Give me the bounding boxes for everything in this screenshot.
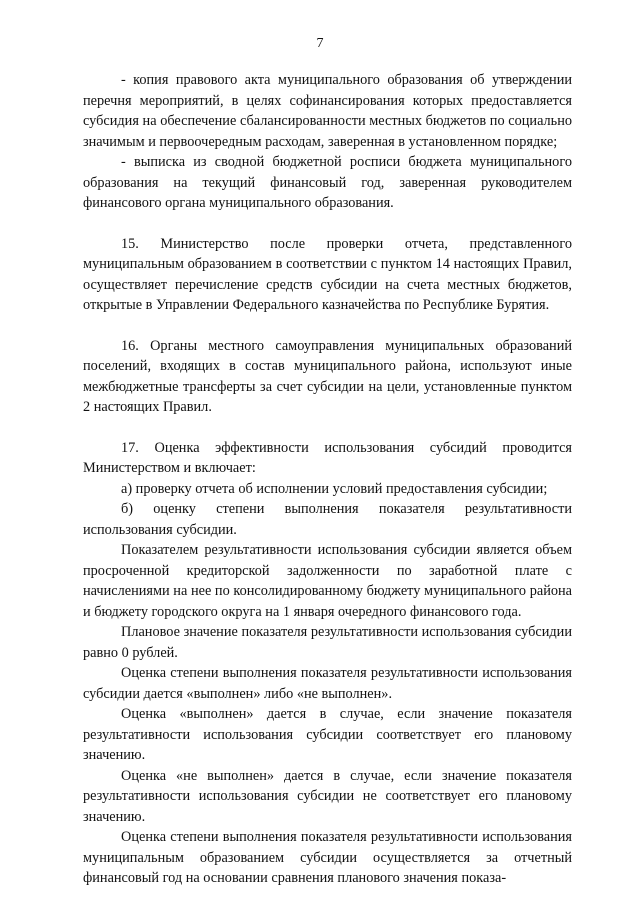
page-number: 7	[316, 36, 324, 51]
indicator-definition: Показателем результативности использования субсидии является объем просроченной кредиторской задолженности по заработной плате с начислениями на нее по консолидированному бюджету муниципального района и бюджету городского округа на 1 января очередного финансового года.	[83, 542, 572, 620]
assessment-options: Оценка степени выполнения показателя результативности использования субсидии дается «выполнен» либо «не выполнен».	[83, 665, 572, 702]
clause-15: 15. Министерство после проверки отчета, представленного муниципальным образованием в соответствии с пунктом 14 настоящих Правил, осуществляет перечисление средств субсидии на счета местных бюджетов, открытые в Управлении Федерального казначейства по Республике Бурятия.	[83, 235, 572, 313]
clause-17-a: а) проверку отчета об исполнении условий предоставления субсидии;	[121, 480, 548, 497]
clause-16: 16. Органы местного самоуправления муниципальных образований поселений, входящих в состав муниципального района, используют иные межбюджетные трансферты за счет субсидии на цели, установленные пунктом 2 настоящих Правил.	[83, 337, 572, 415]
assessment-not-fulfilled: Оценка «не выполнен» дается в случае, если значение показателя результативности использования субсидии не соответствует его плановому значению.	[83, 767, 572, 825]
indicator-plan-value: Плановое значение показателя результативности использования субсидии равно 0 рублей.	[83, 624, 572, 661]
assessment-fulfilled: Оценка «выполнен» дается в случае, если значение показателя результативности использования субсидии соответствует его плановому значению.	[83, 706, 572, 763]
assessment-basis: Оценка степени выполнения показателя результативности использования муниципальным образованием субсидии осуществляется за отчетный финансовый год на основании сравнения планового значения показа-	[83, 829, 572, 886]
list-item-act-copy: - копия правового акта муниципального образования об утверждении перечня мероприятий, в целях софинансирования которых предоставляется субсидия на обеспечение сбалансированности местных бюджетов по социально значимым и первоочередным расходам, заверенная в установленном порядке;	[83, 72, 572, 150]
document-body	[83, 70, 572, 889]
list-item-budget-extract: - выписка из сводной бюджетной росписи бюджета муниципального образования на текущий финансовый год, заверенная руководителем финансового органа муниципального образования.	[83, 154, 572, 211]
clause-17: 17. Оценка эффективности использования субсидий проводится Министерством и включает:	[83, 439, 572, 476]
clause-17-b: б) оценку степени выполнения показателя результативности использования субсидии.	[83, 501, 572, 538]
